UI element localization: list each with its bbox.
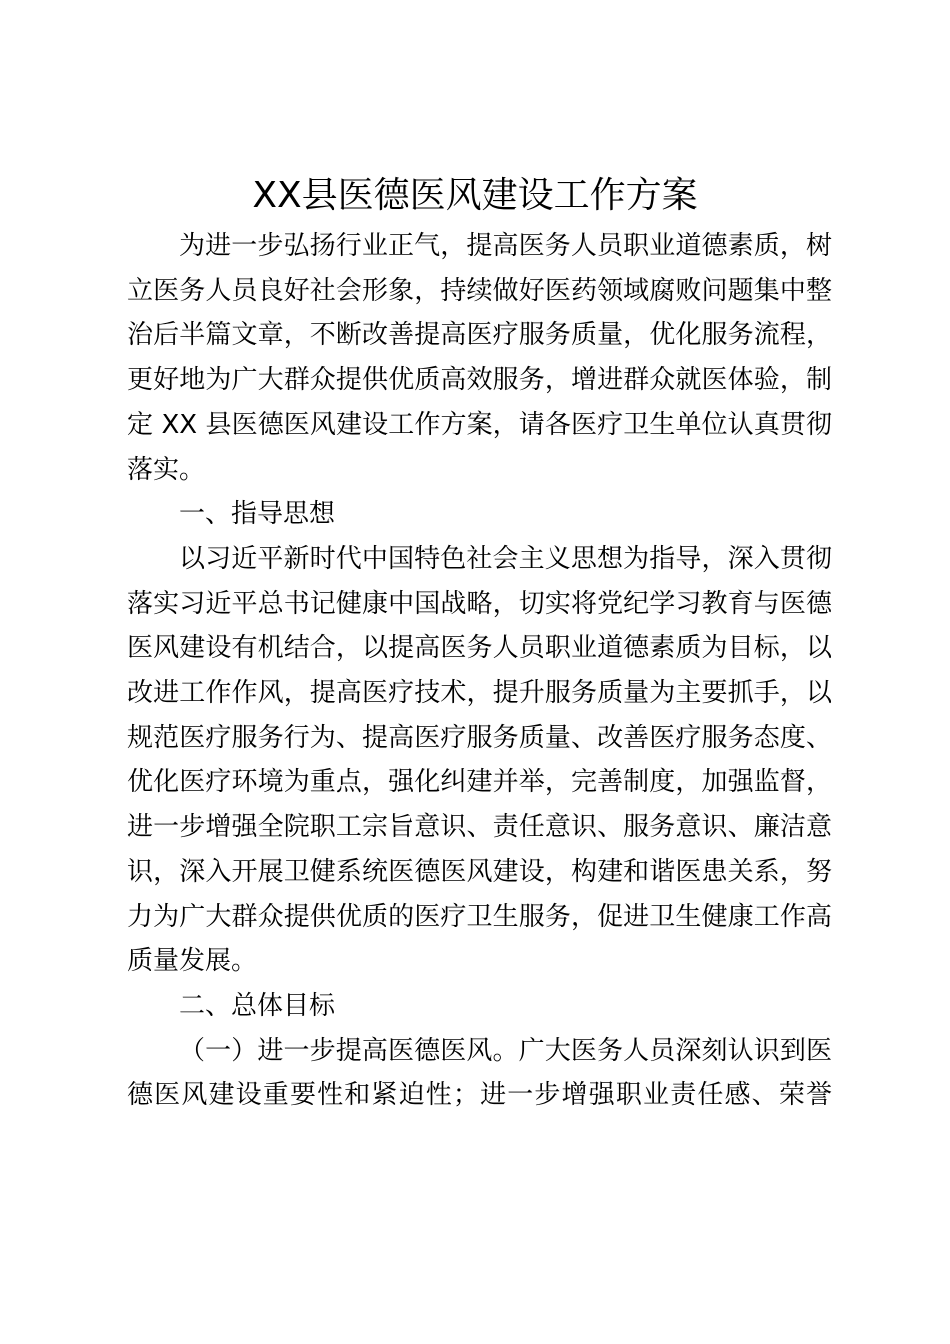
text-line: 治后半篇文章，不断改善提高医疗服务质量，优化服务流程， (127, 320, 832, 351)
text-line: 以习近平新时代中国特色社会主义思想为指导，深入贯彻 (179, 543, 832, 574)
text-line: 更好地为广大群众提供优质高效服务，增进群众就医体验，制 (127, 365, 832, 396)
text-line: 进一步增强全院职工宗旨意识、责任意识、服务意识、廉洁意 (127, 812, 832, 843)
overall-goals-paragraph (127, 1029, 832, 1118)
text-line: 识，深入开展卫健系统医德医风建设，构建和谐医患关系，努 (127, 856, 832, 887)
text-line: 落实。 (127, 454, 206, 485)
document-body (127, 224, 832, 1118)
text-line: 改进工作作风，提高医疗技术，提升服务质量为主要抓手，以 (127, 678, 832, 709)
text-line: （一）进一步提高医德医风。广大医务人员深刻认识到医 (179, 1035, 832, 1066)
guiding-ideology-paragraph (127, 537, 832, 984)
section-heading-guiding-ideology: 一、指导思想 (179, 499, 336, 530)
text-line: 定 XX 县医德医风建设工作方案，请各医疗卫生单位认真贯彻 (127, 409, 832, 440)
text-line: 立医务人员良好社会形象，持续做好医药领域腐败问题集中整 (127, 275, 832, 306)
text-line: 落实习近平总书记健康中国战略，切实将党纪学习教育与医德 (127, 588, 832, 619)
text-line: 质量发展。 (127, 946, 258, 977)
text-line: 规范医疗服务行为、提高医疗服务质量、改善医疗服务态度、 (127, 722, 832, 753)
text-line: 为进一步弘扬行业正气，提高医务人员职业道德素质，树 (179, 231, 832, 261)
document-title: XX县医德医风建设工作方案 (252, 175, 698, 216)
intro-paragraph (127, 224, 832, 492)
text-line: 力为广大群众提供优质的医疗卫生服务，促进卫生健康工作高 (127, 901, 832, 932)
section-heading-overall-goals: 二、总体目标 (179, 990, 336, 1021)
text-line: 优化医疗环境为重点，强化纠建并举，完善制度，加强监督， (127, 767, 832, 798)
text-line: 德医风建设重要性和紧迫性；进一步增强职业责任感、荣誉 (127, 1080, 832, 1111)
text-line: 医风建设有机结合，以提高医务人员职业道德素质为目标，以 (127, 633, 832, 664)
